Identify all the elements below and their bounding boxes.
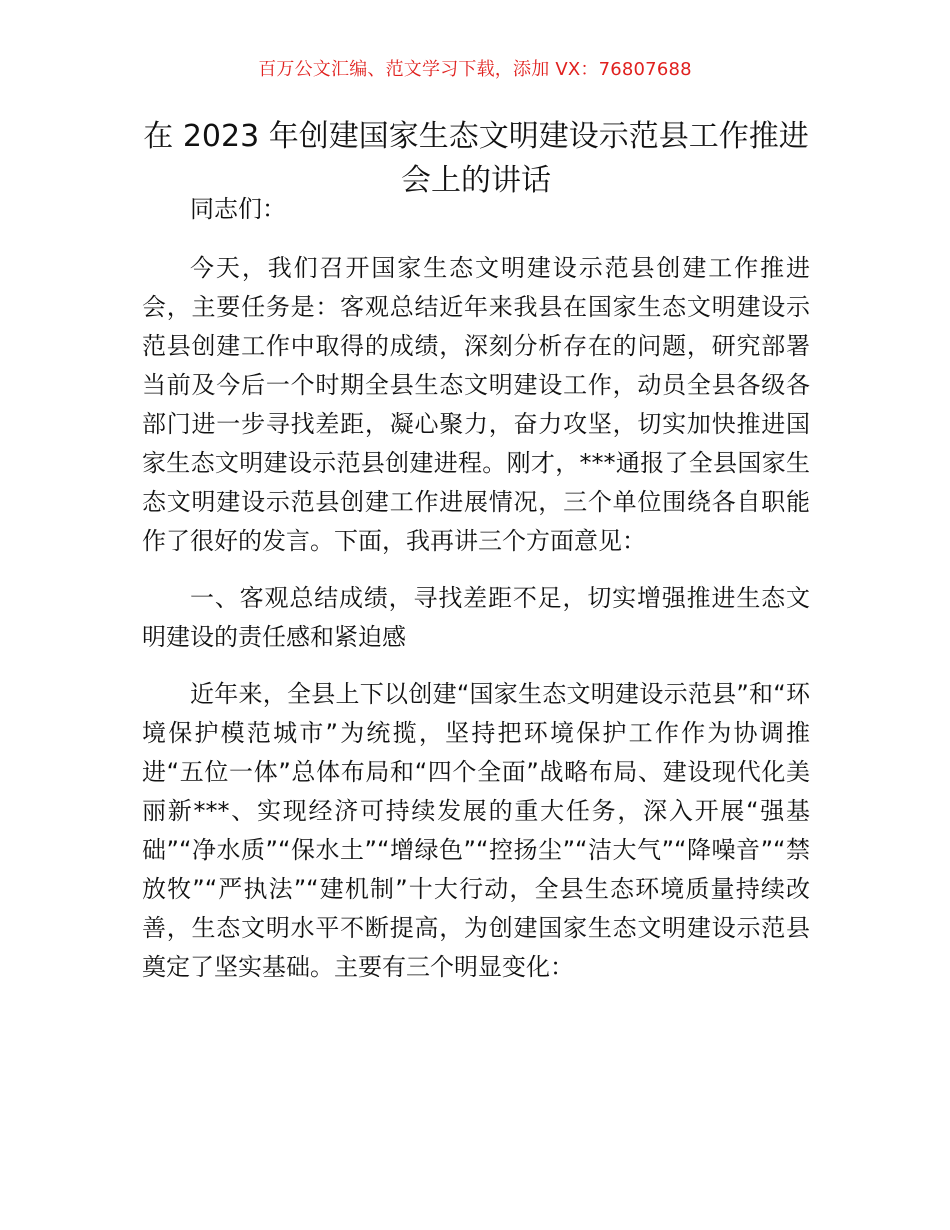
watermark-header: 百万公文汇编、范文学习下载，添加 VX：76807688 [258,59,692,80]
document-title: 在 2023 年创建国家生态文明建设示范县工作推进会上的讲话 [143,119,809,198]
greeting: 同志们： [190,195,286,223]
section-heading-1: 一、客观总结成绩，寻找差距不足，切实增强推进生态文明建设的责任感和紧迫感 [142,584,810,651]
paragraph-intro: 今天，我们召开国家生态文明建设示范县创建工作推进会，主要任务是：客观总结近年来我县在国家生态文明建设示范县创建工作中取得的成绩，深刻分析存在的问题，研究部署当前及今后一个时期全县生态文明建设工作，动员全县各级各部门进一步寻找差距，凝心聚力，奋力攻坚，切实加快推进国家生态文明建设示范县创建进程。刚才，***通报了全县国家生态文明建设示范县创建工作进展情况，三个单位围绕各自职能作了很好的发言。下面，我再讲三个方面意见： [142,254,810,555]
document-body [142,190,810,987]
paragraph-achievements: 近年来，全县上下以创建“国家生态文明建设示范县”和“环境保护模范城市”为统揽，坚持把环境保护工作作为协调推进“五位一体”总体布局和“四个全面”战略布局、建设现代化美丽新***、实现经济可持续发展的重大任务，深入开展“强基础”“净水质”“保水土”“增绿色”“控扬尘”“洁大气”“降噪音”“禁放牧”“严执法”“建机制”十大行动，全县生态环境质量持续改善，生态文明水平不断提高，为创建国家生态文明建设示范县奠定了坚实基础。主要有三个明显变化： [142,680,810,981]
